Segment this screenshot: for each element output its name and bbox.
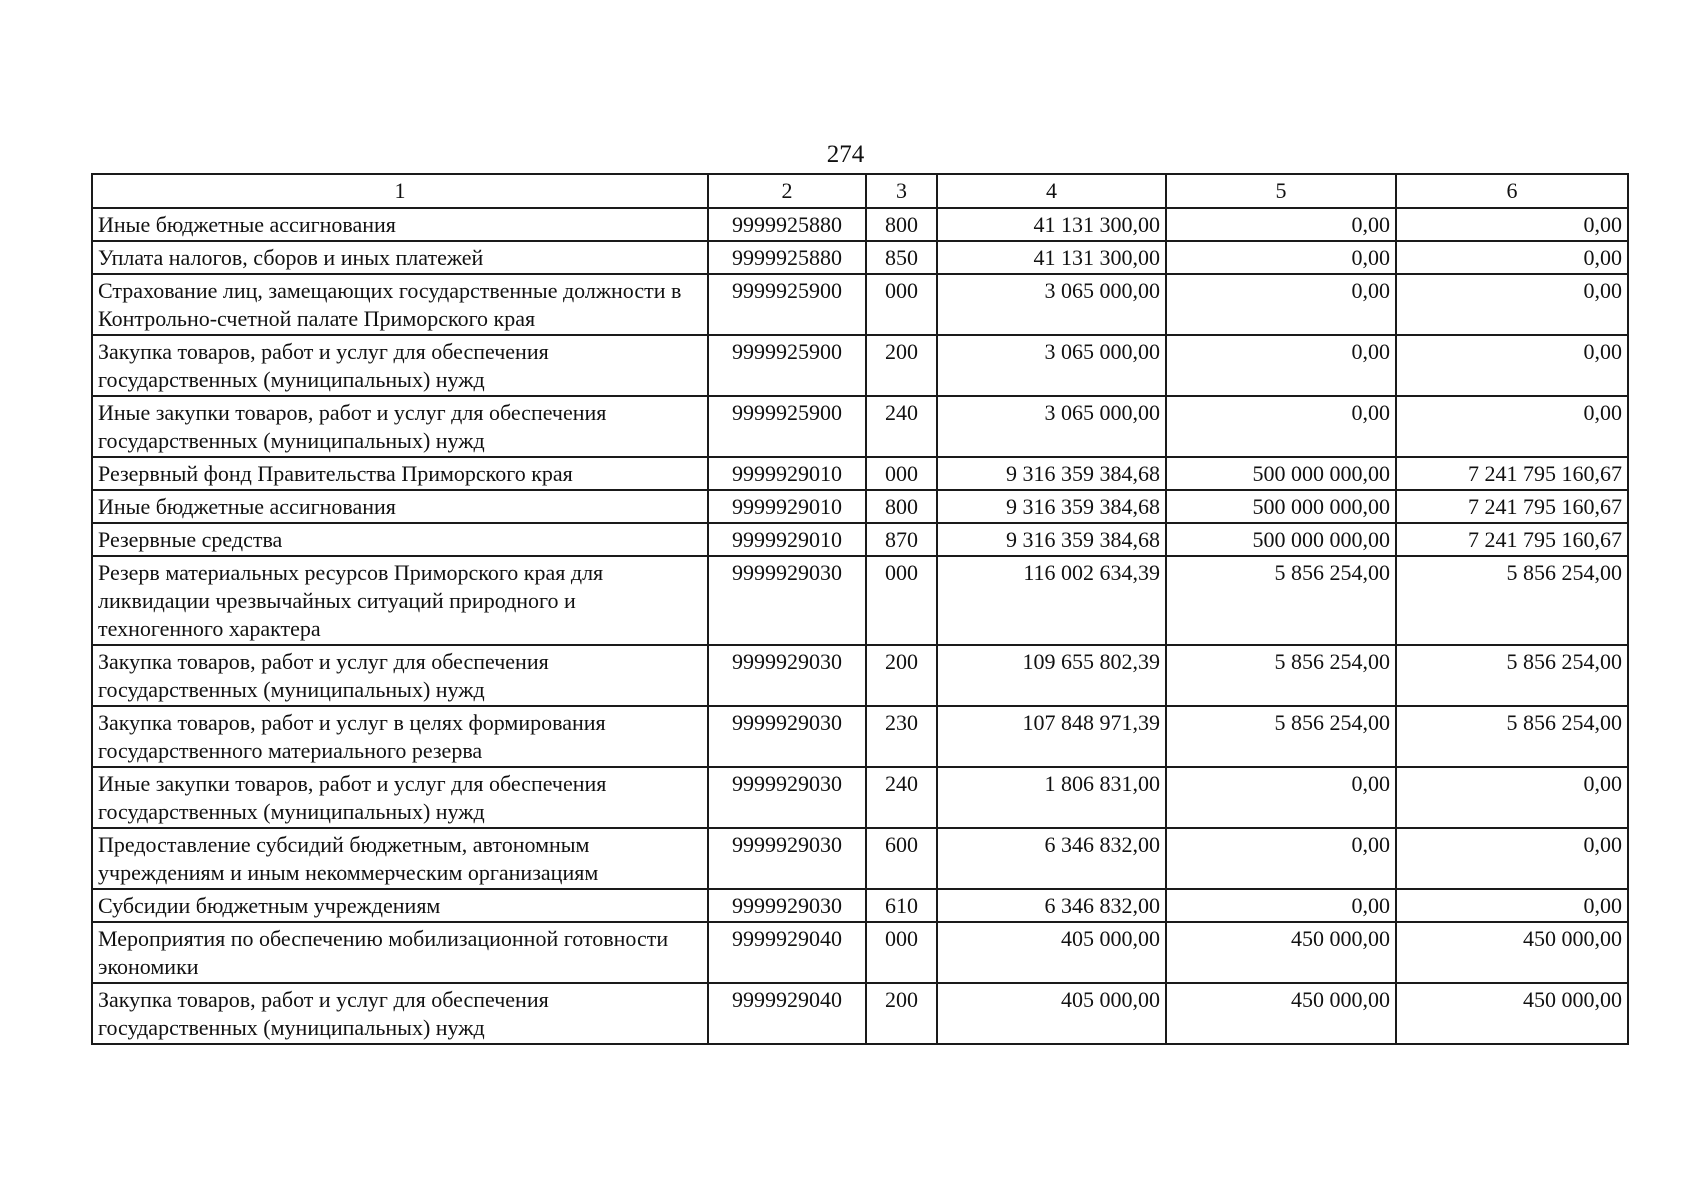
cell-value-col5: 500 000 000,00 xyxy=(1166,457,1396,490)
cell-value-col4: 3 065 000,00 xyxy=(937,274,1166,335)
cell-type: 200 xyxy=(866,645,937,706)
cell-value-col4: 3 065 000,00 xyxy=(937,396,1166,457)
cell-type: 000 xyxy=(866,457,937,490)
cell-value-col4: 405 000,00 xyxy=(937,922,1166,983)
table-row xyxy=(92,208,1628,241)
cell-name: Предоставление субсидий бюджетным, автономным учреждениям и иным некоммерческим организациям xyxy=(92,828,708,889)
cell-name: Иные закупки товаров, работ и услуг для обеспечения государственных (муниципальных) нужд xyxy=(92,396,708,457)
table-row xyxy=(92,889,1628,922)
table-row xyxy=(92,523,1628,556)
cell-value-col4: 116 002 634,39 xyxy=(937,556,1166,645)
cell-value-col6: 0,00 xyxy=(1396,335,1628,396)
header-col-6: 6 xyxy=(1396,174,1628,208)
cell-code: 9999929030 xyxy=(708,706,866,767)
cell-code: 9999929010 xyxy=(708,457,866,490)
cell-value-col6: 450 000,00 xyxy=(1396,983,1628,1044)
cell-value-col6: 0,00 xyxy=(1396,889,1628,922)
cell-value-col4: 1 806 831,00 xyxy=(937,767,1166,828)
cell-name: Резерв материальных ресурсов Приморского края для ликвидации чрезвычайных ситуаций природного и техногенного характера xyxy=(92,556,708,645)
cell-code: 9999929030 xyxy=(708,889,866,922)
cell-value-col6: 0,00 xyxy=(1396,396,1628,457)
cell-type: 800 xyxy=(866,490,937,523)
cell-value-col5: 0,00 xyxy=(1166,274,1396,335)
cell-value-col4: 9 316 359 384,68 xyxy=(937,490,1166,523)
table-row xyxy=(92,922,1628,983)
cell-name: Иные бюджетные ассигнования xyxy=(92,208,708,241)
cell-value-col6: 450 000,00 xyxy=(1396,922,1628,983)
cell-type: 000 xyxy=(866,922,937,983)
cell-code: 9999929040 xyxy=(708,983,866,1044)
header-col-2: 2 xyxy=(708,174,866,208)
cell-value-col5: 0,00 xyxy=(1166,828,1396,889)
table-header xyxy=(92,174,1628,208)
cell-value-col6: 5 856 254,00 xyxy=(1396,645,1628,706)
cell-type: 000 xyxy=(866,556,937,645)
cell-code: 9999929010 xyxy=(708,523,866,556)
table-row xyxy=(92,457,1628,490)
cell-code: 9999925900 xyxy=(708,335,866,396)
cell-value-col6: 0,00 xyxy=(1396,241,1628,274)
cell-code: 9999925900 xyxy=(708,274,866,335)
cell-value-col6: 0,00 xyxy=(1396,828,1628,889)
table-row xyxy=(92,983,1628,1044)
cell-value-col5: 0,00 xyxy=(1166,889,1396,922)
cell-value-col6: 5 856 254,00 xyxy=(1396,706,1628,767)
cell-code: 9999925880 xyxy=(708,241,866,274)
page-number: 274 xyxy=(826,141,865,168)
cell-name: Закупка товаров, работ и услуг для обеспечения государственных (муниципальных) нужд xyxy=(92,645,708,706)
cell-value-col5: 0,00 xyxy=(1166,767,1396,828)
cell-name: Субсидии бюджетным учреждениям xyxy=(92,889,708,922)
cell-type: 870 xyxy=(866,523,937,556)
table-row xyxy=(92,706,1628,767)
cell-value-col4: 41 131 300,00 xyxy=(937,208,1166,241)
cell-value-col4: 41 131 300,00 xyxy=(937,241,1166,274)
cell-name: Иные закупки товаров, работ и услуг для обеспечения государственных (муниципальных) нужд xyxy=(92,767,708,828)
cell-value-col6: 7 241 795 160,67 xyxy=(1396,490,1628,523)
cell-value-col4: 3 065 000,00 xyxy=(937,335,1166,396)
cell-type: 230 xyxy=(866,706,937,767)
header-col-1: 1 xyxy=(92,174,708,208)
cell-type: 200 xyxy=(866,335,937,396)
cell-type: 200 xyxy=(866,983,937,1044)
cell-type: 600 xyxy=(866,828,937,889)
cell-type: 240 xyxy=(866,396,937,457)
cell-name: Закупка товаров, работ и услуг в целях формирования государственного материального резерва xyxy=(92,706,708,767)
cell-type: 000 xyxy=(866,274,937,335)
cell-value-col4: 9 316 359 384,68 xyxy=(937,457,1166,490)
table-row xyxy=(92,767,1628,828)
cell-value-col4: 9 316 359 384,68 xyxy=(937,523,1166,556)
cell-code: 9999929040 xyxy=(708,922,866,983)
table-row xyxy=(92,556,1628,645)
cell-value-col4: 6 346 832,00 xyxy=(937,828,1166,889)
cell-value-col5: 500 000 000,00 xyxy=(1166,490,1396,523)
cell-name: Закупка товаров, работ и услуг для обеспечения государственных (муниципальных) нужд xyxy=(92,335,708,396)
cell-value-col4: 405 000,00 xyxy=(937,983,1166,1044)
cell-type: 800 xyxy=(866,208,937,241)
cell-value-col5: 5 856 254,00 xyxy=(1166,706,1396,767)
cell-value-col5: 0,00 xyxy=(1166,241,1396,274)
cell-value-col5: 500 000 000,00 xyxy=(1166,523,1396,556)
header-row xyxy=(92,174,1628,208)
cell-value-col6: 5 856 254,00 xyxy=(1396,556,1628,645)
cell-name: Страхование лиц, замещающих государственные должности в Контрольно-счетной палате Приморского края xyxy=(92,274,708,335)
table-row xyxy=(92,241,1628,274)
cell-name: Уплата налогов, сборов и иных платежей xyxy=(92,241,708,274)
budget-table xyxy=(91,173,1629,1045)
cell-value-col5: 5 856 254,00 xyxy=(1166,645,1396,706)
table-row xyxy=(92,335,1628,396)
cell-value-col4: 6 346 832,00 xyxy=(937,889,1166,922)
cell-type: 610 xyxy=(866,889,937,922)
header-col-3: 3 xyxy=(866,174,937,208)
cell-value-col6: 7 241 795 160,67 xyxy=(1396,457,1628,490)
cell-type: 240 xyxy=(866,767,937,828)
table-body xyxy=(92,208,1628,1044)
cell-value-col4: 107 848 971,39 xyxy=(937,706,1166,767)
cell-type: 850 xyxy=(866,241,937,274)
cell-value-col5: 0,00 xyxy=(1166,208,1396,241)
cell-value-col5: 5 856 254,00 xyxy=(1166,556,1396,645)
cell-name: Иные бюджетные ассигнования xyxy=(92,490,708,523)
cell-code: 9999925900 xyxy=(708,396,866,457)
header-col-5: 5 xyxy=(1166,174,1396,208)
cell-code: 9999929010 xyxy=(708,490,866,523)
cell-name: Резервные средства xyxy=(92,523,708,556)
cell-value-col6: 0,00 xyxy=(1396,274,1628,335)
table-row xyxy=(92,828,1628,889)
cell-name: Резервный фонд Правительства Приморского края xyxy=(92,457,708,490)
cell-name: Мероприятия по обеспечению мобилизационной готовности экономики xyxy=(92,922,708,983)
cell-value-col6: 0,00 xyxy=(1396,208,1628,241)
header-col-4: 4 xyxy=(937,174,1166,208)
cell-value-col5: 0,00 xyxy=(1166,396,1396,457)
table-row xyxy=(92,274,1628,335)
cell-code: 9999925880 xyxy=(708,208,866,241)
cell-name: Закупка товаров, работ и услуг для обеспечения государственных (муниципальных) нужд xyxy=(92,983,708,1044)
table-row xyxy=(92,490,1628,523)
table-row xyxy=(92,645,1628,706)
cell-code: 9999929030 xyxy=(708,556,866,645)
cell-code: 9999929030 xyxy=(708,645,866,706)
cell-code: 9999929030 xyxy=(708,767,866,828)
cell-value-col4: 109 655 802,39 xyxy=(937,645,1166,706)
cell-value-col5: 0,00 xyxy=(1166,335,1396,396)
cell-value-col5: 450 000,00 xyxy=(1166,922,1396,983)
cell-value-col5: 450 000,00 xyxy=(1166,983,1396,1044)
cell-value-col6: 0,00 xyxy=(1396,767,1628,828)
cell-code: 9999929030 xyxy=(708,828,866,889)
cell-value-col6: 7 241 795 160,67 xyxy=(1396,523,1628,556)
table-row xyxy=(92,396,1628,457)
